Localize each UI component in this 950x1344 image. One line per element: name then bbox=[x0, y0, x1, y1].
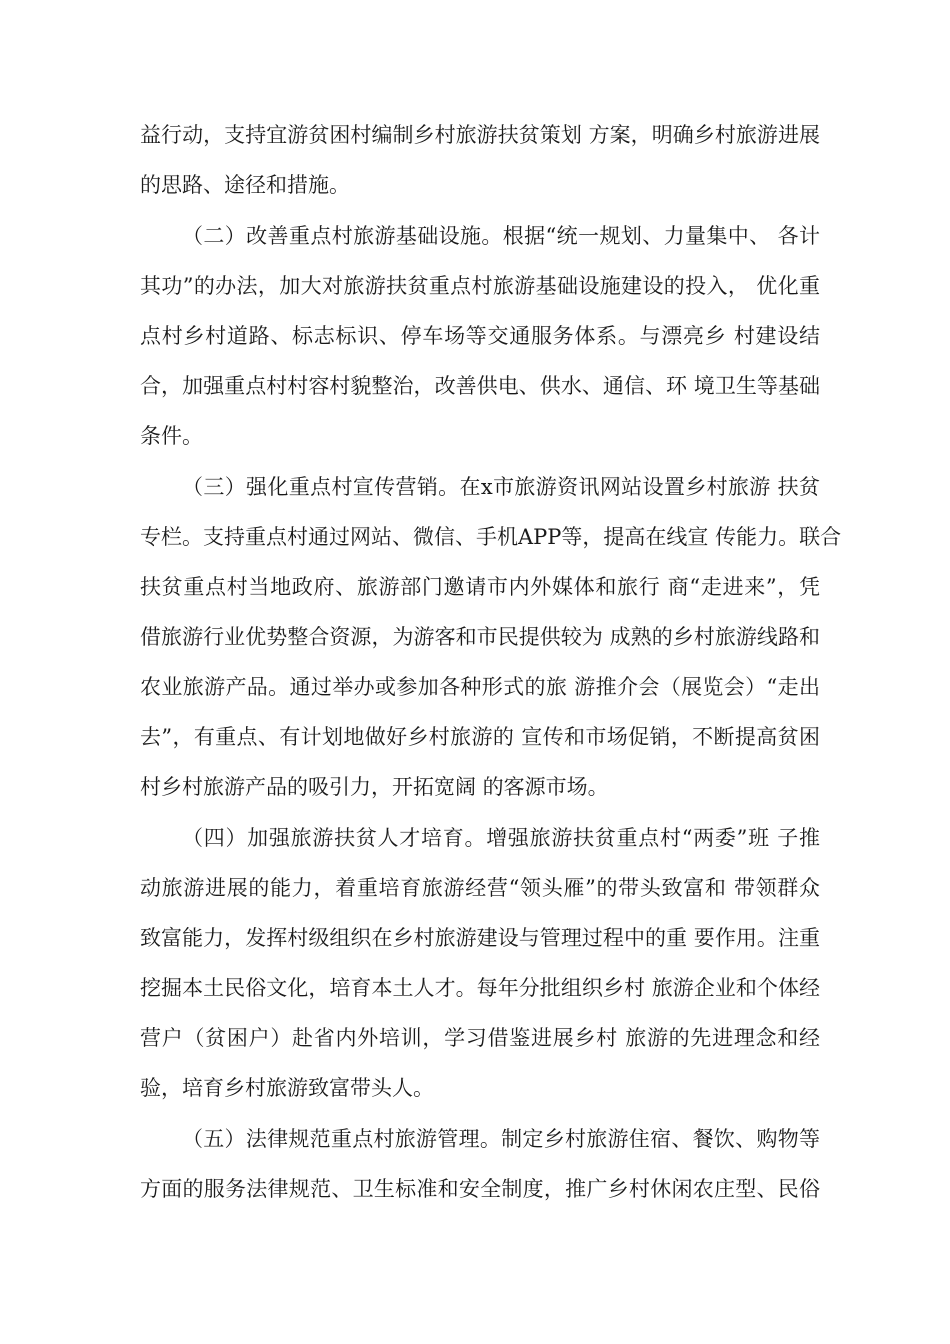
text-line: 专栏。支持重点村通过网站、微信、手机APP等，提高在线宣 传能力。联合 bbox=[140, 525, 842, 549]
text-line: 去”，有重点、有计划地做好乡村旅游的 宣传和市场促销，不断提高贫困 bbox=[140, 725, 820, 749]
text-line: 致富能力，发挥村级组织在乡村旅游建设与管理过程中的重 要作用。注重 bbox=[140, 926, 820, 950]
text-line: 合，加强重点村村容村貌整治，改善供电、供水、通信、环 境卫生等基础 bbox=[140, 374, 820, 398]
text-line: 借旅游行业优势整合资源，为游客和市民提供较为 成熟的乡村旅游线路和 bbox=[140, 625, 820, 649]
paragraph-heading-line: （二）改善重点村旅游基础设施。根据“统一规划、力量集中、 各计 bbox=[182, 224, 820, 248]
text-line: 挖掘本土民俗文化，培育本土人才。每年分批组织乡村 旅游企业和个体经 bbox=[140, 976, 820, 1000]
text-line: 其功”的办法，加大对旅游扶贫重点村旅游基础设施建设的投入， 优化重 bbox=[140, 274, 820, 298]
text-line: 的思路、途径和措施。 bbox=[140, 173, 350, 197]
text-line: 点村乡村道路、标志标识、停车场等交通服务体系。与漂亮乡 村建设结 bbox=[140, 324, 820, 348]
text-line: 方面的服务法律规范、卫生标准和安全制度，推广乡村休闲农庄型、民俗 bbox=[140, 1177, 820, 1201]
text-line: 验，培育乡村旅游致富带头人。 bbox=[140, 1076, 434, 1100]
text-line: 条件。 bbox=[140, 424, 203, 448]
paragraph-heading-line: （四）加强旅游扶贫人才培育。增强旅游扶贫重点村“两委”班 子推 bbox=[182, 826, 820, 850]
text-line: 益行动，支持宜游贫困村编制乡村旅游扶贫策划 方案，明确乡村旅游进展 bbox=[140, 123, 820, 147]
text-line: 农业旅游产品。通过举办或参加各种形式的旅 游推介会（展览会）“走出 bbox=[140, 675, 820, 699]
paragraph-heading-line: （五）法律规范重点村旅游管理。制定乡村旅游住宿、餐饮、购物等 bbox=[182, 1127, 820, 1151]
paragraph-heading-line: （三）强化重点村宣传营销。在x市旅游资讯网站设置乡村旅游 扶贫 bbox=[182, 475, 820, 499]
text-line: 动旅游进展的能力，着重培育旅游经营“领头雁”的带头致富和 带领群众 bbox=[140, 876, 820, 900]
text-line: 扶贫重点村当地政府、旅游部门邀请市内外媒体和旅行 商“走进来”，凭 bbox=[140, 575, 820, 599]
text-line: 村乡村旅游产品的吸引力，开拓宽阔 的客源市场。 bbox=[140, 775, 609, 799]
text-line: 营户（贫困户）赴省内外培训，学习借鉴进展乡村 旅游的先进理念和经 bbox=[140, 1026, 820, 1050]
